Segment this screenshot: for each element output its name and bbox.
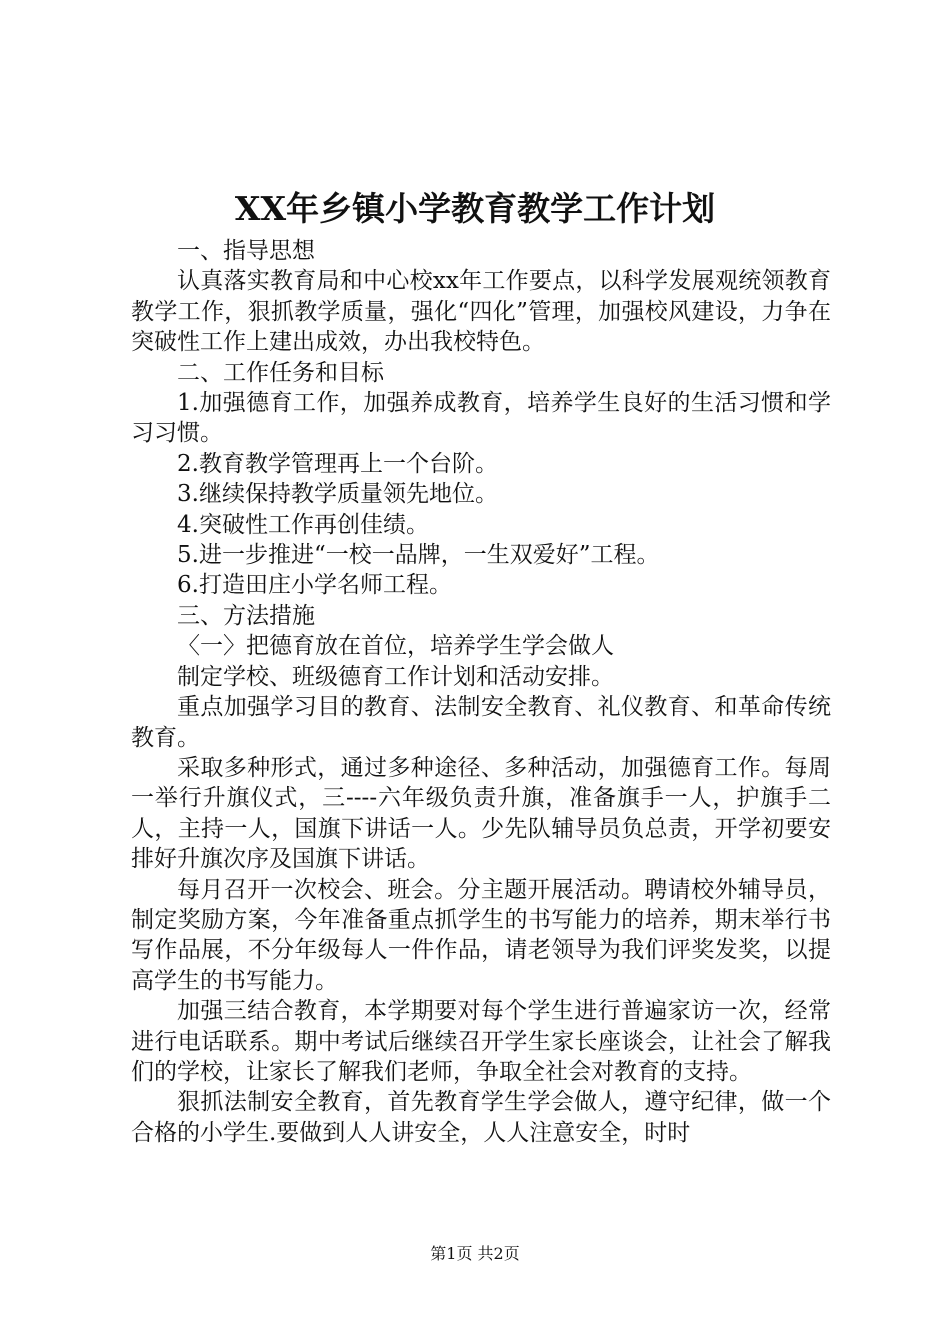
subsection-heading: 〈一〉把德育放在首位，培养学生学会做人 xyxy=(177,633,614,660)
section-heading: 二、工作任务和目标 xyxy=(177,359,384,386)
page-number-footer: 第1页 共2页 xyxy=(430,1244,520,1263)
body-paragraph: 重点加强学习目的教育、法制安全教育、礼仪教育、和革命传统教育。 xyxy=(131,694,831,751)
list-item: 3.继续保持教学质量领先地位。 xyxy=(177,481,498,508)
body-paragraph: 制定学校、班级德育工作计划和活动安排。 xyxy=(177,663,614,690)
section-heading: 一、指导思想 xyxy=(177,238,315,264)
body-paragraph: 狠抓法制安全教育，首先教育学生学会做人，遵守纪律，做一个合格的小学生.要做到人人讲安全，人人注意安全，时时 xyxy=(131,1089,831,1146)
list-item: 6.打造田庄小学名师工程。 xyxy=(177,572,452,599)
list-item: 1.加强德育工作，加强养成教育，培养学生良好的生活习惯和学习习惯。 xyxy=(131,390,831,447)
section-heading: 三、方法措施 xyxy=(177,602,315,629)
list-item: 5.进一步推进“一校一品牌，一生双爱好”工程。 xyxy=(177,542,660,569)
document-title: XX年乡镇小学教育教学工作计划 xyxy=(234,189,716,228)
body-paragraph: 认真落实教育局和中心校xx年工作要点，以科学发展观统领教育教学工作，狠抓教学质量，强化“四化”管理，加强校风建设，力争在突破性工作上建出成效，办出我校特色。 xyxy=(131,268,831,356)
list-item: 2.教育教学管理再上一个台阶。 xyxy=(177,450,498,477)
body-paragraph: 每月召开一次校会、班会。分主题开展活动。聘请校外辅导员，制定奖励方案，今年准备重点抓学生的书写能力的培养，期末举行书写作品展，不分年级每人一件作品，请老领导为我们评奖发奖，以提高学生的书写能力。 xyxy=(131,876,831,994)
body-paragraph: 采取多种形式，通过多种途径、多种活动，加强德育工作。每周一举行升旗仪式，三----六年级负责升旗，准备旗手一人，护旗手二人，主持一人，国旗下讲话一人。少先队辅导员负总责，开学初要安排好升旗次序及国旗下讲话。 xyxy=(131,754,831,873)
document-body xyxy=(131,236,831,1148)
list-item: 4.突破性工作再创佳绩。 xyxy=(177,511,429,538)
body-paragraph: 加强三结合教育，本学期要对每个学生进行普遍家访一次，经常进行电话联系。期中考试后继续召开学生家长座谈会，让社会了解我们的学校，让家长了解我们老师，争取全社会对教育的支持。 xyxy=(131,998,831,1085)
